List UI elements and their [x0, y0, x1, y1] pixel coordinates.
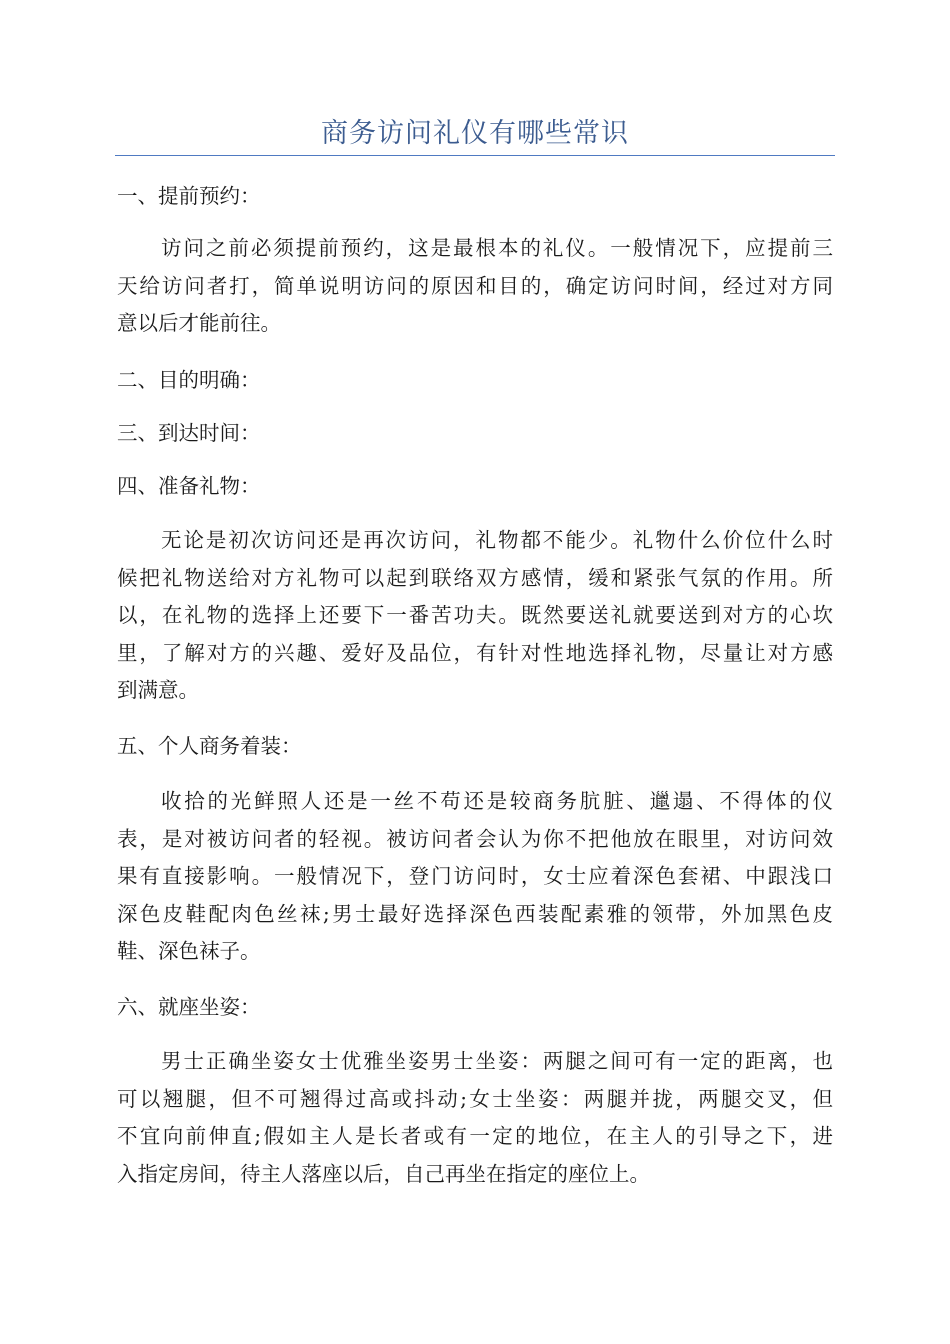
paragraph-line: 以，在礼物的选择上还要下一番苦功夫。既然要送礼就要送到对方的心坎 [117, 603, 833, 627]
section-heading: 三、到达时间： [117, 421, 261, 445]
section-heading: 一、提前预约： [117, 184, 261, 208]
title-underline [115, 155, 835, 156]
paragraph-line: 表，是对被访问者的轻视。被访问者会认为你不把他放在眼里，对访问效 [117, 826, 833, 851]
paragraph-line: 访问之前必须提前预约，这是最根本的礼仪。一般情况下，应提前三 [161, 236, 833, 260]
document-title: 商务访问礼仪有哪些常识 [321, 118, 629, 149]
section-paragraph [117, 1043, 833, 1193]
paragraph-line: 天给访问者打，简单说明访问的原因和目的，确定访问时间，经过对方同 [117, 273, 833, 298]
section-heading: 六、就座坐姿： [117, 995, 261, 1019]
section-paragraph [117, 783, 833, 971]
section-paragraph [117, 522, 833, 710]
paragraph-line: 可以翘腿，但不可翘得过高或抖动;女士坐姿：两腿并拢，两腿交叉，但 [117, 1086, 833, 1111]
paragraph-line: 鞋、深色袜子。 [117, 939, 261, 963]
section-heading: 二、目的明确： [117, 368, 261, 392]
paragraph-line: 到满意。 [117, 678, 199, 702]
paragraph-line: 意以后才能前往。 [117, 311, 281, 335]
section-heading: 四、准备礼物： [117, 474, 261, 498]
paragraph-line: 入指定房间，待主人落座以后，自己再坐在指定的座位上。 [117, 1161, 650, 1186]
paragraph-line: 里，了解对方的兴趣、爱好及品位，有针对性地选择礼物，尽量让对方感 [117, 640, 833, 665]
paragraph-line: 不宜向前伸直;假如主人是长者或有一定的地位，在主人的引导之下，进 [117, 1124, 833, 1148]
paragraph-line: 收拾的光鲜照人还是一丝不苟还是较商务肮脏、邋遢、不得体的仪 [161, 789, 833, 813]
paragraph-line: 男士正确坐姿女士优雅坐姿男士坐姿：两腿之间可有一定的距离，也 [161, 1049, 833, 1073]
paragraph-line: 无论是初次访问还是再次访问，礼物都不能少。礼物什么价位什么时 [161, 528, 833, 552]
section-heading: 五、个人商务着装： [117, 734, 302, 758]
paragraph-line: 深色皮鞋配肉色丝袜;男士最好选择深色西装配素雅的领带，外加黑色皮 [117, 901, 833, 926]
section-paragraph [117, 230, 833, 343]
paragraph-line: 候把礼物送给对方礼物可以起到联络双方感情，缓和紧张气氛的作用。所 [117, 565, 833, 590]
paragraph-line: 果有直接影响。一般情况下，登门访问时，女士应着深色套裙、中跟浅口 [117, 864, 833, 888]
